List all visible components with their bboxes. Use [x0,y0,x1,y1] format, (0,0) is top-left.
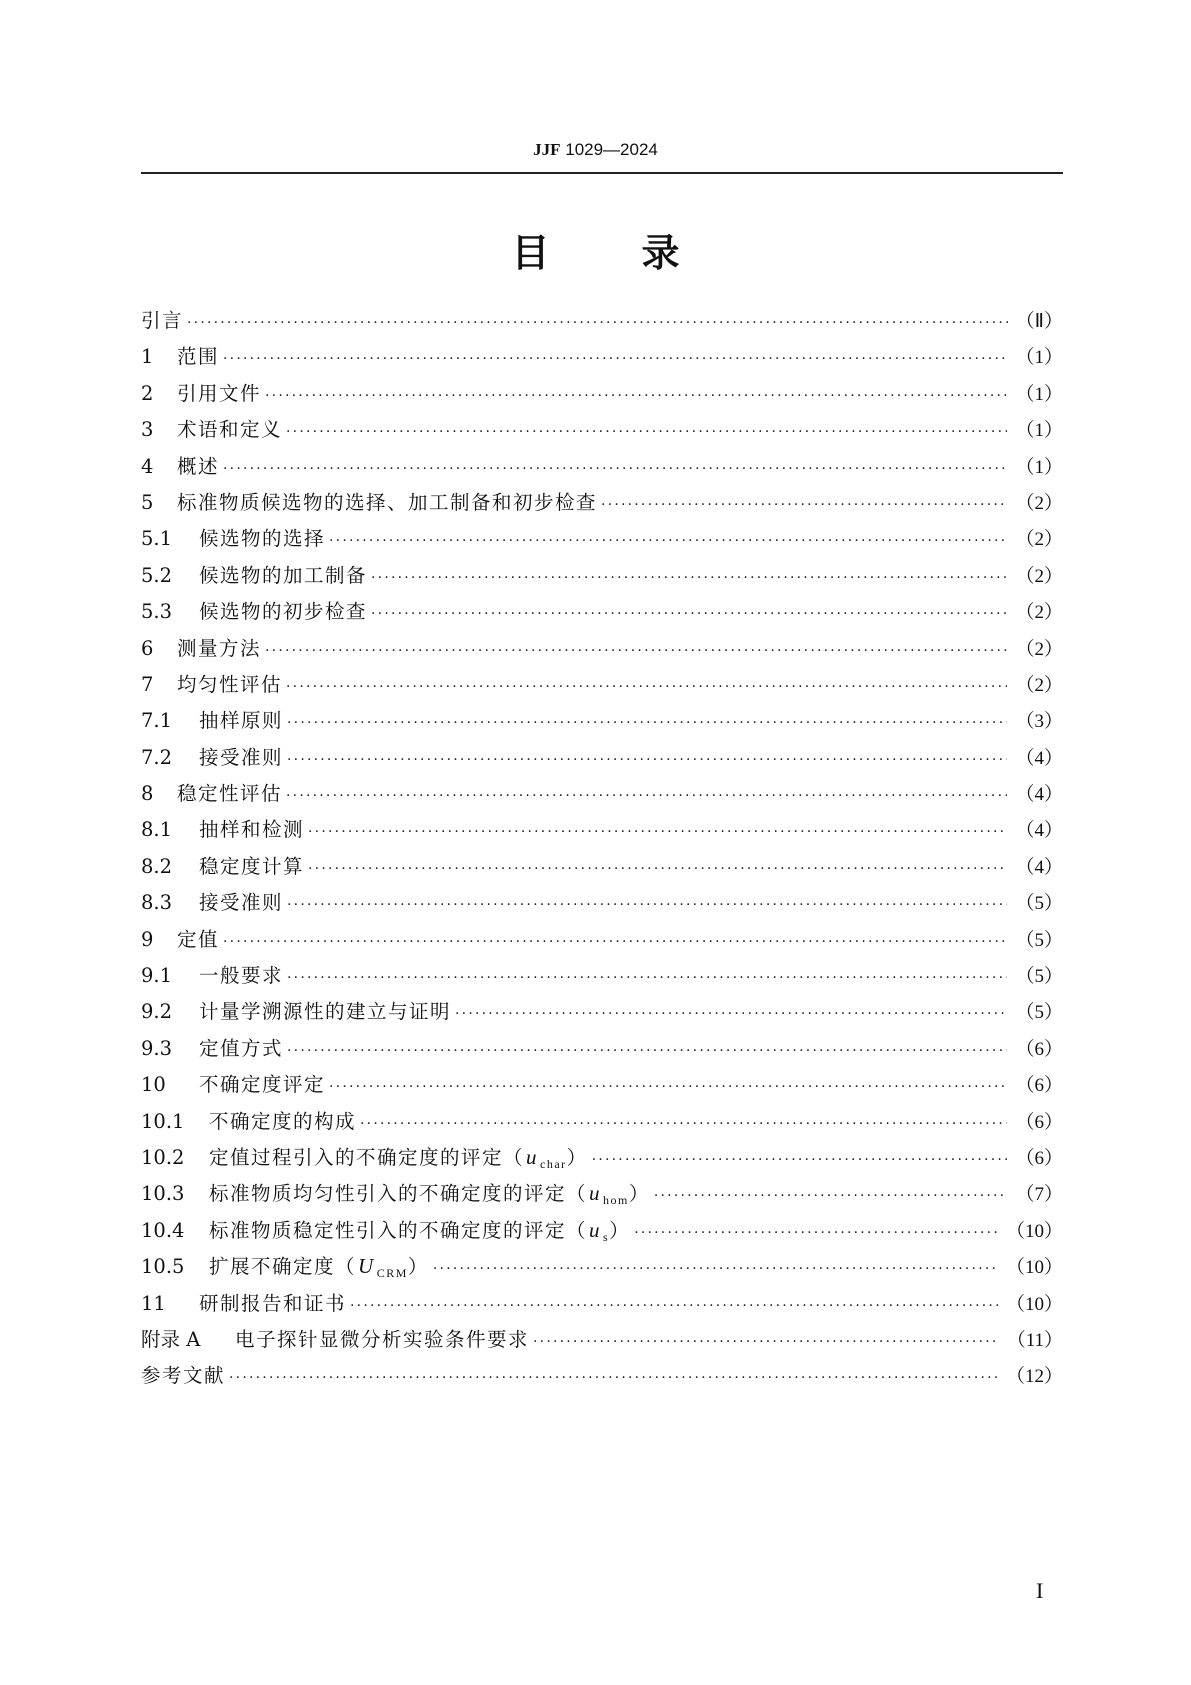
header-rule [141,172,1063,174]
toc-entry-title-text: 引用文件 [177,381,262,405]
toc-entry-page: （7） [1015,1184,1063,1206]
toc-entry-number: 1 [141,345,154,369]
toc-entry-title-text: 接受准则 [199,745,284,769]
dot-leader [654,1188,1008,1204]
toc-entry-page: （4） [1015,856,1063,878]
toc-entry[interactable] [141,887,1063,923]
toc-entry-page: （4） [1015,784,1063,806]
toc-entry-title [199,705,283,733]
toc-entry-page: （2） [1015,602,1063,624]
document-header [0,140,1191,160]
toc-entry-title-text: 定值方式 [199,1036,284,1060]
dot-leader [223,461,1007,477]
close-paren: ） [609,1218,631,1242]
toc-entry[interactable] [141,996,1063,1032]
toc-entry[interactable] [141,705,1063,741]
standard-code: 1029—2024 [565,140,658,159]
toc-entry-number: 7 [141,672,154,696]
toc-entry[interactable] [141,305,1063,341]
toc-entry[interactable] [141,560,1063,596]
toc-entry-number: 5.2 [141,563,173,587]
toc-entry-title-text: 标准物质均匀性引入的不确定度的评定（ [209,1182,588,1206]
title-char: 目 [511,231,550,275]
dot-leader [592,1152,1008,1168]
dot-leader [455,1006,1007,1022]
toc-entry-number: 2 [141,381,154,405]
toc-entry-number: 6 [141,636,154,660]
toc-entry-title-text: 一般要求 [199,964,284,988]
dot-leader [329,1079,1007,1095]
toc-entry[interactable] [141,487,1063,523]
toc-entry-page: （2） [1015,674,1063,696]
toc-entry-page: （2） [1015,529,1063,551]
dot-leader [286,679,1007,695]
toc-entry-number: 9.2 [141,1000,173,1024]
toc-entry-page: （6） [1015,1111,1063,1133]
dot-leader [360,1116,1007,1132]
toc-entry-number: 9 [141,927,154,951]
title-char: 录 [641,231,680,275]
toc-entry[interactable] [141,1251,1063,1287]
toc-entry-title [199,523,325,551]
toc-entry-number: 10.4 [141,1218,185,1242]
toc-entry[interactable] [141,1178,1063,1214]
toc-entry-page: （6） [1015,1075,1063,1097]
toc-entry-title-text: 抽样和检测 [199,818,305,842]
toc-entry-number: 8.1 [141,818,173,842]
toc-entry-title [177,778,282,806]
toc-entry-number: 5 [141,490,154,514]
toc-entry-number: 11 [141,1291,166,1315]
toc-entry-title [209,1251,429,1281]
toc-entry-page: （1） [1015,420,1063,442]
toc-entry-number: 3 [141,418,154,442]
dot-leader [286,788,1007,804]
toc-entry-number: 8.2 [141,854,173,878]
toc-entry-page: （2） [1015,492,1063,514]
toc-entry-page: （6） [1015,1147,1063,1169]
toc-entry[interactable] [141,1360,1063,1396]
toc-entry-title-text: 测量方法 [177,636,262,660]
toc-entry-title-text: 不确定度评定 [199,1073,326,1097]
toc-entry-title [199,851,304,879]
toc-entry-title-text: 参考文献 [141,1364,226,1388]
toc-entry-title-text: 扩展不确定度（ [209,1255,357,1279]
toc-entry-title-text: 不确定度的构成 [209,1109,357,1133]
math-symbol: u [589,1217,602,1242]
page-title [0,222,1191,277]
toc-entry-page: （5） [1015,929,1063,951]
dot-leader [265,643,1007,659]
toc-entry-title [177,633,261,661]
dot-leader [187,315,1008,331]
dot-leader [287,752,1007,768]
toc-entry-number: 7.2 [141,745,173,769]
toc-entry[interactable] [141,1033,1063,1069]
toc-entry-page: （10） [1005,1257,1063,1279]
dot-leader [223,351,1007,367]
math-symbol: u [589,1181,602,1206]
toc-entry-title-text: 概述 [177,454,220,478]
toc-entry[interactable] [141,451,1063,487]
toc-entry-title [199,1033,283,1061]
toc-entry-title [141,1360,225,1388]
toc-entry-title-text: 均匀性评估 [177,672,283,696]
toc-entry-page: （5） [1015,1002,1063,1024]
dot-leader [329,533,1007,549]
page-number: I [1036,1578,1044,1603]
toc-entry-number: 8.3 [141,891,173,915]
dot-leader [371,570,1007,586]
toc-entry-title-text: 研制报告和证书 [199,1291,347,1315]
close-paren: ） [566,1145,588,1169]
toc-entry-title-text: 候选物的选择 [199,527,326,551]
dot-leader [287,715,1007,731]
toc-entry[interactable] [141,341,1063,377]
toc-entry-title [177,451,219,479]
toc-entry-title [209,1142,588,1172]
toc-entry-number: 10.3 [141,1182,185,1206]
dot-leader [601,497,1007,513]
toc-entry-title-text: 候选物的加工制备 [199,563,368,587]
toc-entry[interactable] [141,596,1063,632]
toc-entry[interactable] [141,633,1063,669]
toc-entry-title-text: 引言 [141,309,184,332]
close-paren: ） [407,1255,429,1279]
dot-leader [287,1043,1007,1059]
toc-entry[interactable] [141,814,1063,850]
toc-entry-title [199,814,304,842]
toc-entry-title [177,341,219,369]
toc-entry-title [199,742,283,770]
toc-entry-title [141,305,183,333]
toc-entry-title [209,1215,630,1245]
toc-entry-title [199,1069,325,1097]
toc-entry-number: 10.2 [141,1145,185,1169]
toc-entry[interactable] [141,742,1063,778]
dot-leader [371,606,1007,622]
toc-entry-title [177,487,597,515]
toc-entry-number: 5.1 [141,527,173,551]
math-subscript: hom [603,1193,629,1208]
dot-leader [634,1225,998,1241]
math-subscript: CRM [376,1266,408,1281]
toc-entry-page: （11） [1006,1329,1063,1351]
toc-entry-page: （2） [1015,565,1063,587]
toc-entry-page: （4） [1015,747,1063,769]
math-subscript: s [603,1229,610,1244]
toc-entry-page: （2） [1015,638,1063,660]
toc-entry[interactable] [141,1069,1063,1105]
toc-entry-page: （5） [1015,966,1063,988]
toc-entry-page: （10） [1005,1293,1063,1315]
toc-entry-number: 9.1 [141,964,173,988]
standard-prefix: JJF [533,140,561,159]
toc-entry-page: （1） [1015,456,1063,478]
dot-leader [229,1370,998,1386]
toc-entry-title [199,960,283,988]
toc-entry-title [199,596,367,624]
dot-leader [287,970,1007,986]
toc-entry-number: 4 [141,454,154,478]
toc-entry-title-text: 标准物质候选物的选择、加工制备和初步检查 [177,490,598,514]
toc-entry-page: （5） [1015,893,1063,915]
dot-leader [533,1334,999,1350]
close-paren: ） [628,1182,650,1206]
toc-entry-title [235,1324,529,1352]
toc-entry[interactable] [141,1288,1063,1324]
toc-entry[interactable] [141,1142,1063,1178]
toc-entry-title [199,1288,346,1316]
dot-leader [308,861,1007,877]
toc-entry-page: （1） [1015,347,1063,369]
toc-entry-title [177,924,219,952]
toc-entry-title [199,887,283,915]
toc-entry-page: （6） [1015,1038,1063,1060]
toc-entry-title-text: 电子探针显微分析实验条件要求 [235,1327,530,1351]
toc-entry-number: 5.3 [141,600,173,624]
toc-entry-page: （12） [1005,1366,1063,1388]
toc-entry[interactable] [141,414,1063,450]
toc-entry-number: 7.1 [141,709,173,733]
toc-entry-title-text: 候选物的初步检查 [199,600,368,624]
toc-entry-title-text: 接受准则 [199,891,284,915]
toc-entry-number: 9.3 [141,1036,173,1060]
toc-entry-number: 8 [141,782,154,806]
toc-entry-title-text: 标准物质稳定性引入的不确定度的评定（ [209,1218,588,1242]
toc-entry-page: （Ⅱ） [1015,311,1063,332]
toc-entry[interactable] [141,924,1063,960]
toc-entry-title [199,996,451,1024]
toc-entry-title-text: 术语和定义 [177,418,283,442]
table-of-contents [141,305,1063,1397]
toc-entry-title-text: 稳定度计算 [199,854,305,878]
toc-entry-number: 10.5 [141,1255,185,1279]
toc-entry-title [209,1106,356,1134]
toc-entry-title [209,1178,650,1208]
toc-entry-title [177,378,261,406]
toc-entry-title-text: 抽样原则 [199,709,284,733]
toc-entry-page: （10） [1005,1220,1063,1242]
toc-entry[interactable] [141,778,1063,814]
math-subscript: char [540,1156,567,1171]
toc-entry[interactable] [141,669,1063,705]
toc-entry[interactable] [141,960,1063,996]
toc-entry[interactable] [141,1215,1063,1251]
toc-entry[interactable] [141,378,1063,414]
toc-entry-title [177,669,282,697]
toc-entry-title [177,414,282,442]
math-symbol: U [358,1254,375,1279]
dot-leader [287,897,1007,913]
toc-entry-number: 10.1 [141,1109,185,1133]
dot-leader [223,934,1007,950]
toc-entry[interactable] [141,523,1063,559]
toc-entry-number: 附录 A [141,1327,201,1351]
toc-entry-number: 10 [141,1073,166,1097]
toc-entry-title-text: 范围 [177,345,220,369]
toc-entry-title-text: 稳定性评估 [177,782,283,806]
toc-entry-title-text: 定值 [177,927,220,951]
toc-entry-title-text: 定值过程引入的不确定度的评定（ [209,1145,525,1169]
toc-entry-title-text: 计量学溯源性的建立与证明 [199,1000,452,1024]
toc-entry-page: （3） [1015,711,1063,733]
dot-leader [350,1298,998,1314]
dot-leader [286,424,1007,440]
toc-entry[interactable] [141,851,1063,887]
dot-leader [433,1261,998,1277]
math-symbol: u [526,1144,539,1169]
toc-entry[interactable] [141,1324,1063,1360]
toc-entry-page: （1） [1015,383,1063,405]
dot-leader [265,388,1007,404]
dot-leader [308,824,1007,840]
toc-entry-title [199,560,367,588]
toc-entry[interactable] [141,1106,1063,1142]
toc-entry-page: （4） [1015,820,1063,842]
